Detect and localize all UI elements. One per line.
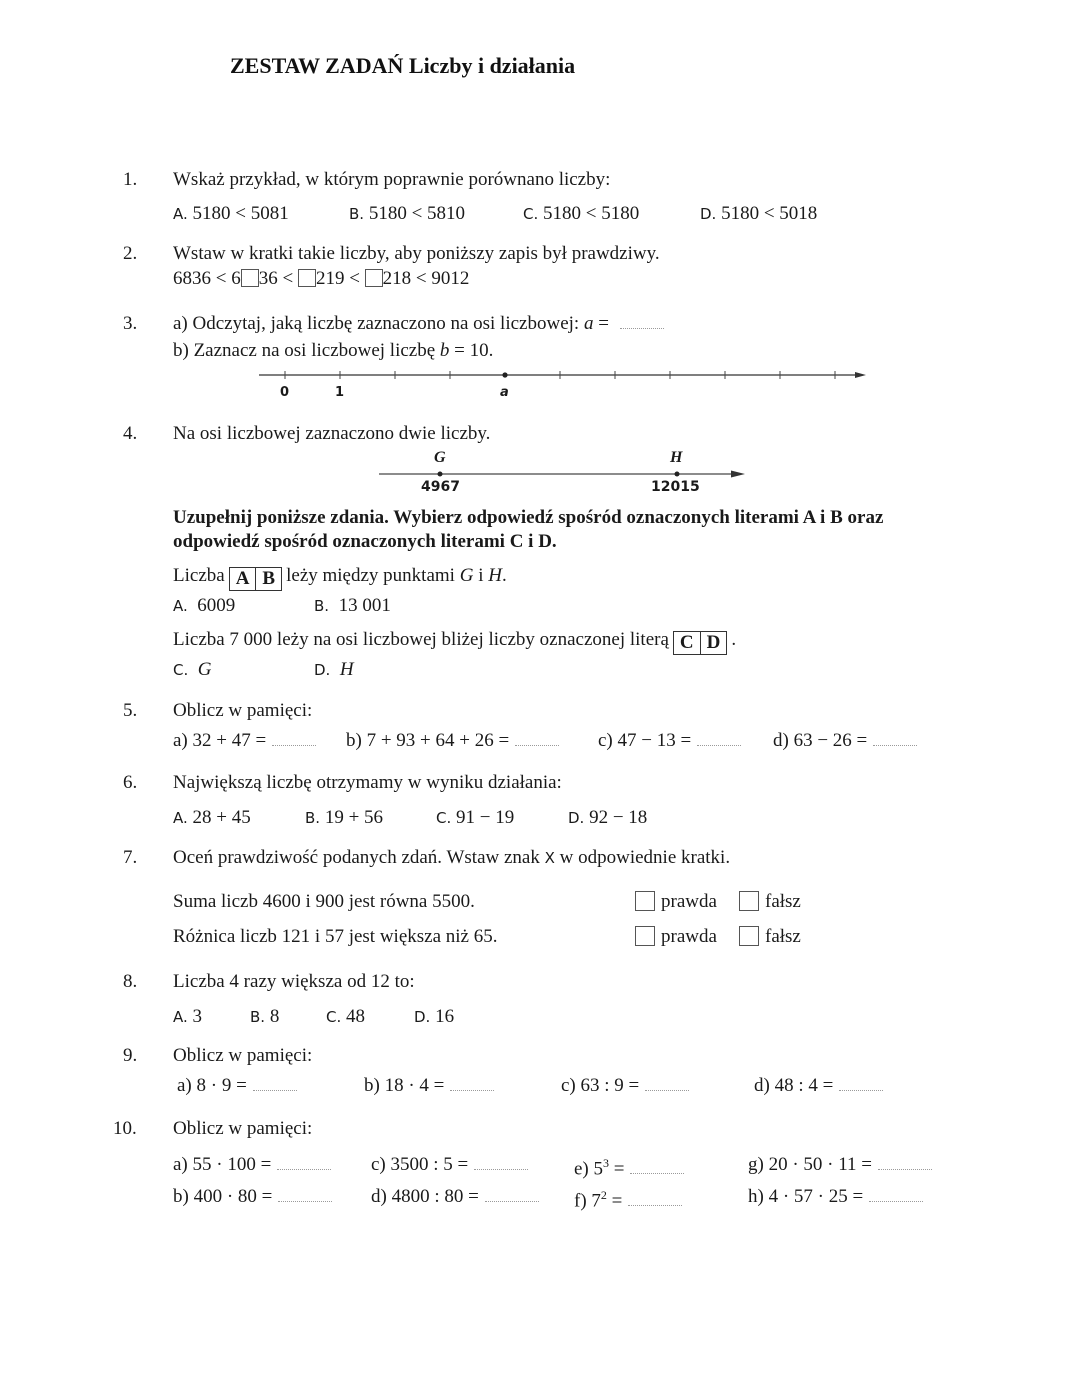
expression-base: f) 7 (574, 1190, 601, 1212)
option-c[interactable] (436, 807, 514, 829)
calc-item-e (574, 1156, 684, 1180)
point-a (502, 372, 507, 377)
option-c[interactable] (173, 659, 211, 681)
checkbox-true[interactable] (635, 891, 655, 911)
checkbox-label: prawda (661, 926, 717, 947)
option-label: B. (250, 1008, 266, 1026)
option-text: 28 + 45 (192, 807, 251, 828)
task-number: 8. (123, 971, 138, 992)
calc-item-a (173, 1154, 331, 1176)
chain-part: 219 < (315, 268, 365, 289)
answer-blank[interactable] (878, 1155, 932, 1170)
calc-item-b (346, 730, 559, 752)
task-number: 9. (123, 1045, 138, 1066)
task-line-b (173, 340, 493, 362)
option-label: C. (436, 809, 452, 827)
axis-label-a: a (500, 385, 509, 400)
expression: d) 48 : 4 = (754, 1075, 834, 1096)
option-label: A. (173, 597, 188, 615)
task-prompt: Liczba 4 razy większa od 12 to: (173, 971, 415, 992)
calc-item-c (561, 1075, 689, 1097)
answer-blank[interactable] (515, 731, 559, 746)
point-g (438, 472, 443, 477)
instruction-line-1: Uzupełnij poniższe zdania. Wybierz odpowiedź spośród oznaczonych literami A i B oraz (173, 507, 884, 528)
chain-part: 218 < 9012 (382, 268, 470, 289)
expression-base: e) 5 (574, 1158, 604, 1180)
checkbox-label: fałsz (765, 891, 801, 912)
point-value-h: 12015 (651, 479, 700, 495)
option-a[interactable] (173, 807, 251, 829)
task-prompt: Oblicz w pamięci: (173, 1118, 313, 1139)
option-label: D. (414, 1008, 431, 1026)
option-label: B. (314, 597, 330, 615)
calc-item-a (173, 730, 316, 752)
expression: b) 400 · 80 = (173, 1186, 273, 1207)
task-line-a (173, 313, 664, 335)
statement-1-true[interactable] (635, 891, 717, 913)
calc-item-c (598, 730, 741, 752)
expression: a) 8 · 9 = (177, 1075, 247, 1096)
exponent: 2 (600, 1188, 607, 1202)
answer-blank[interactable] (873, 731, 917, 746)
option-label: B. (349, 205, 365, 223)
option-text: 3 (192, 1006, 203, 1027)
calc-item-g (748, 1154, 932, 1176)
calc-item-b (173, 1186, 332, 1208)
axis-label-0: 0 (280, 385, 290, 400)
line-text: = 10. (454, 340, 494, 361)
option-b[interactable] (305, 807, 383, 829)
option-label: A. (173, 809, 188, 827)
point-label-g: G (434, 449, 446, 466)
axis-label-1: 1 (335, 385, 345, 400)
instruction-line-2: odpowiedź spośród oznaczonych literami C i D. (173, 531, 557, 552)
option-text: 92 − 18 (589, 807, 648, 828)
expression: a) 32 + 47 = (173, 730, 267, 751)
expression: c) 3500 : 5 = (371, 1154, 469, 1175)
option-c[interactable] (326, 1006, 365, 1028)
option-label: D. (700, 205, 717, 223)
answer-blank[interactable] (869, 1187, 923, 1202)
point-label-h: H (670, 449, 683, 466)
number-line-task3[interactable] (255, 366, 875, 406)
task-number: 2. (123, 243, 138, 264)
calc-item-d (371, 1186, 539, 1208)
option-text: 8 (269, 1006, 280, 1027)
exponent: 3 (603, 1156, 610, 1170)
expression: g) 20 · 50 · 11 = (748, 1154, 872, 1175)
option-label: A. (173, 1008, 188, 1026)
line-text: a) Odczytaj, jaką liczbę zaznaczono na osi liczbowej: (173, 313, 580, 334)
option-d[interactable] (414, 1006, 454, 1028)
answer-blank[interactable] (277, 1155, 331, 1170)
option-b[interactable] (349, 203, 465, 225)
task-prompt: Oblicz w pamięci: (173, 1045, 313, 1066)
option-d[interactable] (314, 659, 354, 681)
task-number: 7. (123, 847, 138, 868)
answer-box[interactable] (365, 269, 383, 287)
option-d[interactable] (568, 807, 647, 829)
point-h (675, 472, 680, 477)
statement-2-false[interactable] (739, 926, 801, 948)
task-number: 5. (123, 700, 138, 721)
answer-blank[interactable] (474, 1155, 528, 1170)
answer-blank[interactable] (278, 1187, 332, 1202)
variable-a: a (583, 313, 594, 334)
answer-blank[interactable] (272, 731, 316, 746)
option-text: 48 (346, 1006, 365, 1027)
answer-blank[interactable] (697, 731, 741, 746)
sentence-2 (173, 629, 736, 655)
calc-item-c (371, 1154, 528, 1176)
expression: c) 47 − 13 = (598, 730, 692, 751)
option-b[interactable] (314, 595, 391, 617)
expression: d) 63 − 26 = (773, 730, 868, 751)
option-text: 91 − 19 (456, 807, 515, 828)
answer-blank[interactable] (628, 1191, 682, 1206)
expression: a) 55 · 100 = (173, 1154, 272, 1175)
checkbox-false[interactable] (739, 891, 759, 911)
option-label: D. (568, 809, 585, 827)
choice-box-ab[interactable] (229, 567, 282, 591)
calc-item-d (773, 730, 917, 752)
option-a[interactable] (173, 1006, 202, 1028)
chain-part: 6836 < 6 (173, 268, 241, 289)
calc-item-d (754, 1075, 883, 1097)
checkbox-label: prawda (661, 891, 717, 912)
option-text: G (197, 659, 212, 680)
answer-blank[interactable] (630, 1159, 684, 1174)
sentence-text: leży między punktami (286, 565, 455, 586)
option-text: 16 (435, 1006, 455, 1027)
expression: b) 18 · 4 = (364, 1075, 445, 1096)
sentence-text: i (478, 565, 484, 586)
choice-d[interactable]: D (700, 632, 727, 654)
answer-blank[interactable] (450, 1076, 494, 1091)
expression: h) 4 · 57 · 25 = (748, 1186, 864, 1207)
variable-b: b (439, 340, 450, 361)
option-label: C. (523, 205, 539, 223)
statement-1-false[interactable] (739, 891, 801, 913)
task-prompt: Na osi liczbowej zaznaczono dwie liczby. (173, 423, 491, 444)
task-prompt: Wstaw w kratki takie liczby, aby poniższy zapis był prawdziwy. (173, 243, 660, 264)
calc-item-a (177, 1075, 297, 1097)
choice-c[interactable]: C (679, 632, 694, 653)
expression: d) 4800 : 80 = (371, 1186, 479, 1207)
choice-box-cd[interactable] (673, 631, 727, 655)
chain-part: 36 < (258, 268, 298, 289)
option-text: 5180 < 5810 (368, 203, 466, 224)
answer-blank[interactable] (645, 1076, 689, 1091)
letter-g: G (459, 565, 474, 586)
sentence-text: Liczba (173, 565, 225, 586)
line-text: b) Zaznacz na osi liczbowej liczbę (173, 340, 436, 361)
x-mark-glyph: X (544, 849, 555, 867)
option-label: C. (173, 661, 189, 679)
calc-item-h (748, 1186, 923, 1208)
answer-blank[interactable] (620, 314, 664, 329)
point-value-g: 4967 (421, 479, 460, 495)
option-label: B. (305, 809, 321, 827)
task-prompt: Wskaż przykład, w którym poprawnie porównano liczby: (173, 169, 611, 190)
option-text: 5180 < 5018 (721, 203, 818, 224)
option-text: H (339, 659, 354, 680)
option-b[interactable] (250, 1006, 279, 1028)
task-number: 6. (123, 772, 138, 793)
option-label: D. (314, 661, 331, 679)
inequality-chain (173, 268, 469, 290)
letter-h: H (488, 565, 502, 586)
option-d[interactable] (700, 203, 817, 225)
prompt-text: w odpowiednie kratki. (559, 847, 731, 868)
expression: c) 63 : 9 = (561, 1075, 640, 1096)
sentence-text: Liczba 7 000 leży na osi liczbowej bliżej liczby oznaczonej literą (173, 629, 669, 650)
page-title: ZESTAW ZADAŃ Liczby i działania (230, 53, 576, 78)
calc-item-b (364, 1075, 494, 1097)
sentence-text: . (731, 629, 737, 650)
equals-sign: = (611, 1190, 623, 1212)
answer-blank[interactable] (839, 1076, 883, 1091)
option-label: C. (326, 1008, 342, 1026)
answer-box[interactable] (298, 269, 316, 287)
answer-blank[interactable] (485, 1187, 539, 1202)
option-text: 13 001 (338, 595, 391, 616)
calc-item-f (574, 1188, 682, 1212)
option-text: 6009 (197, 595, 236, 616)
statement-1-text: Suma liczb 4600 i 900 jest równa 5500. (173, 891, 475, 912)
option-text: 19 + 56 (324, 807, 384, 828)
task-number: 1. (123, 169, 138, 190)
choice-b[interactable]: B (255, 568, 281, 590)
option-a[interactable] (173, 595, 235, 617)
prompt-text: Oceń prawdziwość podanych zdań. Wstaw znak (173, 847, 540, 868)
task-prompt (173, 847, 730, 869)
task-number: 3. (123, 313, 138, 334)
answer-blank[interactable] (253, 1076, 297, 1091)
task-prompt: Oblicz w pamięci: (173, 700, 313, 721)
task-number: 4. (123, 423, 138, 444)
sentence-text: . (501, 565, 507, 586)
checkbox-true[interactable] (635, 926, 655, 946)
statement-2-true[interactable] (635, 926, 717, 948)
option-text: 5180 < 5180 (543, 203, 640, 224)
option-c[interactable] (523, 203, 639, 225)
option-text: 5180 < 5081 (192, 203, 289, 224)
answer-box[interactable] (241, 269, 259, 287)
equals-sign: = (613, 1158, 625, 1180)
equals-sign: = (598, 313, 609, 334)
task-prompt: Największą liczbę otrzymamy w wyniku działania: (173, 772, 562, 793)
task-number: 10. (113, 1118, 137, 1139)
choice-a[interactable]: A (235, 568, 250, 589)
sentence-1 (173, 565, 507, 591)
checkbox-label: fałsz (765, 926, 801, 947)
option-a[interactable] (173, 203, 289, 225)
expression: b) 7 + 93 + 64 + 26 = (346, 730, 510, 751)
checkbox-false[interactable] (739, 926, 759, 946)
statement-2-text: Różnica liczb 121 i 57 jest większa niż 65. (173, 926, 498, 947)
option-label: A. (173, 205, 188, 223)
